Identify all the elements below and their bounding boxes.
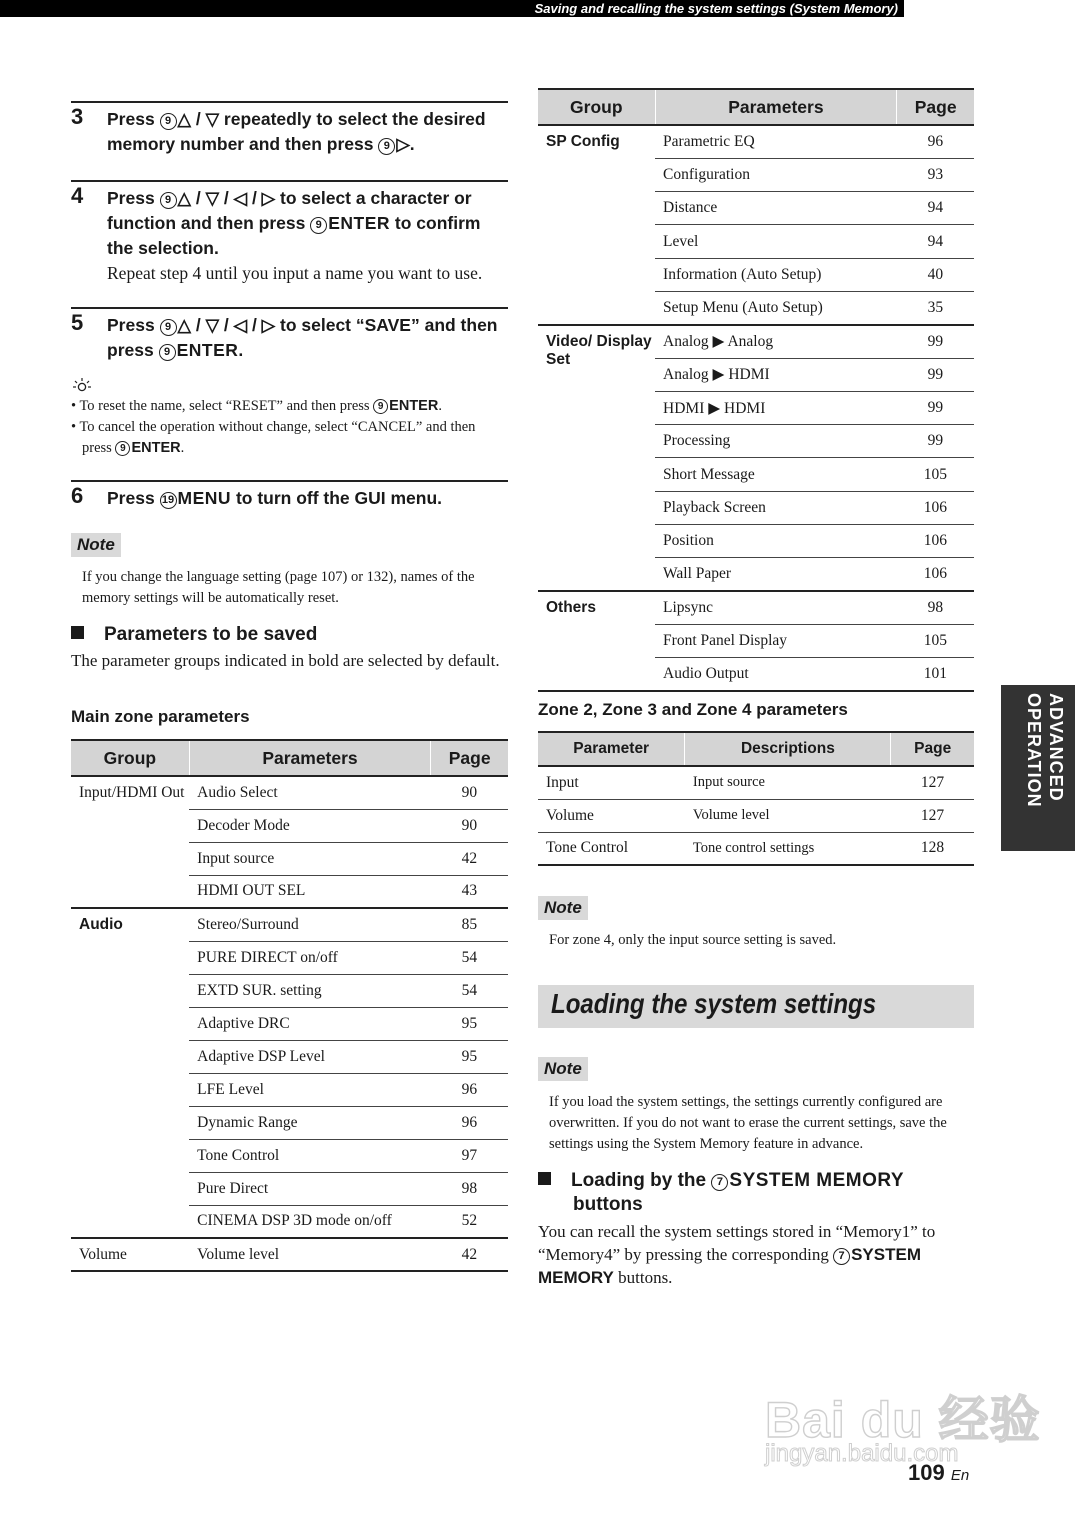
step-4-subtext: Repeat step 4 until you input a name you want to use. [107, 263, 483, 283]
page-number [908, 1460, 969, 1486]
remote-key-icon: 9 [160, 319, 177, 336]
col-header-descriptions: Descriptions [685, 732, 891, 766]
section-heading-loading [538, 1169, 974, 1217]
parameter-cell: Audio Select [189, 776, 431, 809]
step-number: 4 [71, 183, 84, 208]
watermark-logo: Bai du 经验 [765, 1392, 1041, 1448]
col-header-parameter: Parameter [538, 732, 685, 766]
square-bullet-icon [538, 1172, 551, 1185]
group-cell: Audio [71, 908, 189, 1238]
zone-heading: Zone 2, Zone 3 and Zone 4 parameters [538, 700, 848, 719]
parameter-cell: Information (Auto Setup) [655, 258, 897, 291]
step-number: 3 [71, 104, 84, 129]
step-text: △ / ▽ / ◁ / ▷ to select a character or function and then press [107, 188, 472, 233]
parameter-cell: EXTD SUR. setting [189, 974, 431, 1007]
parameter-cell: Volume [538, 799, 685, 832]
tip-text: To reset the name, select “RESET” and then press [79, 398, 374, 414]
parameter-cell: Playback Screen [655, 491, 897, 524]
parameter-cell: Configuration [655, 158, 897, 191]
parameter-cell: Short Message [655, 458, 897, 491]
parameter-cell: Tone Control [546, 839, 629, 857]
parameter-cell: Setup Menu (Auto Setup) [655, 291, 897, 324]
page-cell: 98 [897, 591, 974, 624]
note-badge: Note [538, 896, 588, 920]
note-text: If you change the language setting (page 107) or 132), names of the memory settings will be automatically reset. [82, 569, 475, 606]
note-text-zone4: For zone 4, only the input source setting is saved. [549, 932, 837, 948]
table-row [71, 1238, 508, 1271]
remote-key-icon: 9 [310, 217, 327, 234]
heading-text: Loading by the [571, 1170, 712, 1191]
note-badge: Note [538, 1057, 588, 1081]
system-memory-key-label: SYSTEM MEMORY [538, 1245, 921, 1287]
parameter-cell: Front Panel Display [655, 624, 897, 657]
description-cell: Tone control settings [692, 839, 815, 856]
system-memory-key-label: SYSTEM MEMORY [729, 1170, 905, 1191]
page-cell: 98 [431, 1172, 508, 1205]
col-header-parameters: Parameters [655, 89, 897, 125]
page-cell: 99 [897, 325, 974, 358]
section-title-bar [538, 985, 974, 1028]
step-4-text [107, 186, 508, 286]
step-text: to confirm the selection. [107, 213, 481, 258]
parameter-cell: Input [538, 766, 685, 799]
page-cell: 93 [897, 158, 974, 191]
tip-1: • To reset the name, select “RESET” and then press 9 ENTER. [71, 398, 442, 414]
enter-key-label: ENTER [389, 398, 439, 414]
parameter-cell: HDMI ▶ HDMI [655, 391, 897, 424]
tip-2: • To cancel the operation without change, select “CANCEL” and then press 9 ENTER. [71, 419, 476, 456]
main-zone-table [71, 739, 508, 1272]
parameter-cell: Wall Paper [655, 558, 897, 591]
step-text: △ / ▽ / ◁ / ▷ to select “SAVE” and then press [107, 315, 498, 360]
page-cell: 96 [897, 125, 974, 158]
side-tab-line: OPERATION [1024, 693, 1044, 808]
loading-body [538, 1220, 974, 1289]
col-header-group: Group [538, 89, 655, 125]
remote-key-icon: 9 [160, 192, 177, 209]
parameter-cell: Audio Output [655, 658, 897, 691]
page-cell: 90 [431, 809, 508, 842]
enter-key-label: ENTER [328, 213, 391, 233]
parameter-cell: Parametric EQ [655, 125, 897, 158]
table-row [538, 591, 974, 624]
step-text: Press [107, 109, 160, 129]
parameter-cell: LFE Level [189, 1073, 431, 1106]
page-cell: 90 [431, 776, 508, 809]
group-cell: Input/HDMI Out [71, 776, 189, 908]
step-number: 6 [71, 483, 84, 508]
parameter-cell: Volume level [189, 1238, 431, 1271]
page-cell: 106 [897, 491, 974, 524]
page-cell: 99 [897, 358, 974, 391]
table-row [538, 325, 974, 358]
page-cell: 97 [431, 1139, 508, 1172]
page-language: En [950, 1467, 970, 1484]
heading-text: buttons [573, 1194, 643, 1215]
step-text: Press [107, 188, 160, 208]
page-cell: 96 [431, 1073, 508, 1106]
table-row [538, 832, 974, 865]
remote-key-icon: 9 [373, 399, 388, 414]
page-cell: 99 [897, 391, 974, 424]
table-row [538, 799, 974, 832]
parameter-cell: Adaptive DSP Level [189, 1040, 431, 1073]
step-6-text [107, 486, 508, 511]
page-cell: 106 [897, 525, 974, 558]
page-cell: 106 [897, 558, 974, 591]
description-cell: Volume level [685, 799, 891, 832]
side-tab-label [1009, 693, 1067, 843]
step-5 [71, 307, 508, 369]
page-cell: 42 [431, 842, 508, 875]
step-text: △ / ▽ repeatedly to select the desired memory number and then press [107, 109, 486, 154]
enter-key-label: ENTER [131, 440, 181, 456]
table-row [538, 766, 974, 799]
body-text: buttons. [613, 1268, 673, 1287]
zone-table [538, 731, 974, 866]
group-cell: Volume [71, 1238, 189, 1271]
step-text: . [238, 340, 244, 360]
page-number-value: 109 [908, 1460, 945, 1485]
side-tab [1001, 685, 1075, 851]
table-row [538, 125, 974, 158]
page-cell: 105 [897, 624, 974, 657]
step-text: to turn off the GUI menu. [231, 488, 443, 508]
remote-key-icon: 9 [378, 138, 395, 155]
parameter-cell: HDMI OUT SEL [189, 875, 431, 908]
group-cell: SP Config [538, 125, 655, 325]
watermark-url: jingyan.baidu.com [765, 1440, 959, 1467]
note-badge: Note [71, 533, 121, 557]
main-zone-table-continued [538, 88, 974, 692]
table-row [71, 776, 508, 809]
group-cell: Others [538, 591, 655, 691]
step-3 [71, 101, 508, 183]
page-cell: 43 [431, 875, 508, 908]
square-bullet-icon [71, 626, 84, 639]
parameter-cell: Adaptive DRC [189, 1007, 431, 1040]
tip-text: To cancel the operation without change, select “CANCEL” and then press [79, 419, 476, 456]
col-header-parameters: Parameters [189, 740, 431, 776]
parameter-cell: Analog ▶ Analog [655, 325, 897, 358]
parameter-cell: Pure Direct [189, 1172, 431, 1205]
page-cell: 96 [431, 1106, 508, 1139]
step-text: Press [107, 488, 160, 508]
step-3-text [107, 107, 508, 157]
note-text-load: If you load the system settings, the settings currently configured are overwritten. If you do not want to erase the current settings, save the settings using the System Memory feature in advance. [549, 1094, 947, 1152]
step-6 [71, 480, 508, 522]
col-header-page: Page [431, 740, 508, 776]
remote-key-icon: 9 [160, 113, 177, 130]
main-zone-heading: Main zone parameters [71, 707, 250, 726]
parameter-cell: Analog ▶ HDMI [655, 358, 897, 391]
parameter-cell: Lipsync [655, 591, 897, 624]
col-header-group: Group [71, 740, 189, 776]
page-cell: 42 [431, 1238, 508, 1271]
remote-key-icon: 7 [833, 1248, 850, 1265]
section-heading-parameters [71, 624, 317, 646]
page-cell: 54 [431, 941, 508, 974]
remote-key-icon: 7 [711, 1174, 728, 1191]
step-number: 5 [71, 310, 84, 335]
heading-text: Parameters to be saved [104, 624, 318, 645]
body-text: You can recall the system settings stored in “Memory1” to “Memory4” by pressing the corresponding [538, 1222, 936, 1264]
parameter-cell: Input source [189, 842, 431, 875]
remote-key-icon: 19 [160, 492, 177, 509]
page-cell: 127 [891, 799, 974, 832]
step-text: Press [107, 315, 160, 335]
page-cell: 94 [897, 225, 974, 258]
parameter-cell: Stereo/Surround [189, 908, 431, 941]
params-intro: The parameter groups indicated in bold are selected by default. [71, 651, 500, 670]
parameter-cell: PURE DIRECT on/off [189, 941, 431, 974]
lightbulb-tip-icon [72, 377, 92, 393]
side-tab-line: ADVANCED [1046, 693, 1066, 802]
page-cell: 95 [431, 1007, 508, 1040]
table-row [71, 908, 508, 941]
parameter-cell: Position [655, 525, 897, 558]
page-cell: 52 [431, 1205, 508, 1238]
col-header-page: Page [891, 732, 974, 766]
page-cell: 40 [897, 258, 974, 291]
step-4 [71, 180, 508, 310]
menu-key-label: MENU [177, 488, 232, 508]
enter-key-label: ENTER [176, 340, 239, 360]
page-cell: 128 [920, 839, 945, 857]
parameter-cell: Tone Control [189, 1139, 431, 1172]
group-cell: Video/ Display Set [538, 325, 655, 591]
page-cell: 99 [897, 425, 974, 458]
remote-key-icon: 9 [115, 441, 130, 456]
remote-key-icon: 9 [159, 344, 176, 361]
page-cell: 105 [897, 458, 974, 491]
page-header: Saving and recalling the system settings (System Memory) [0, 0, 904, 17]
section-title: Loading the system settings [551, 988, 877, 1019]
page-cell: 94 [897, 192, 974, 225]
step-5-text [107, 313, 508, 363]
step-text: ▷. [396, 134, 415, 154]
parameter-cell: Processing [655, 425, 897, 458]
parameter-cell: CINEMA DSP 3D mode on/off [189, 1205, 431, 1238]
page-cell: 35 [897, 291, 974, 324]
page-cell: 85 [431, 908, 508, 941]
page-cell: 95 [431, 1040, 508, 1073]
parameter-cell: Distance [655, 192, 897, 225]
parameter-cell: Dynamic Range [189, 1106, 431, 1139]
parameter-cell: Decoder Mode [189, 809, 431, 842]
parameter-cell: Level [655, 225, 897, 258]
col-header-page: Page [897, 89, 974, 125]
page-cell: 101 [897, 658, 974, 691]
page-cell: 127 [891, 766, 974, 799]
page-cell: 54 [431, 974, 508, 1007]
description-cell: Input source [685, 766, 891, 799]
